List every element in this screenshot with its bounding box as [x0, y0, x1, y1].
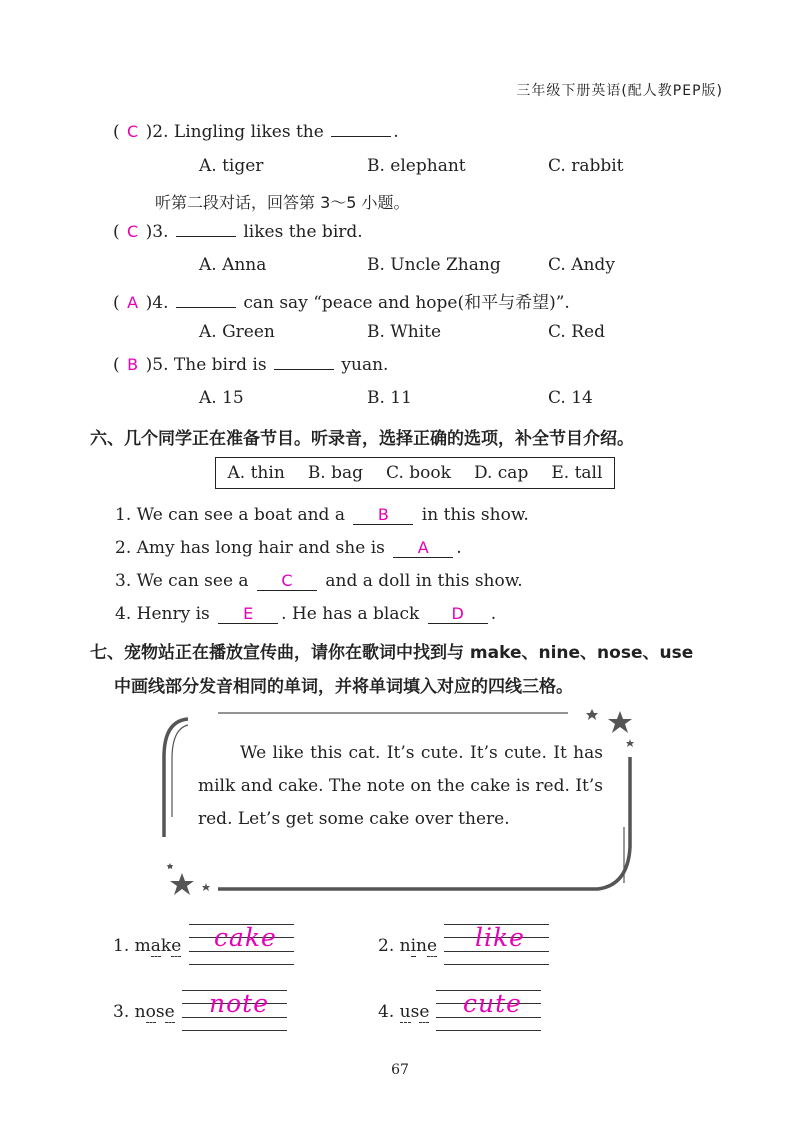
- handwritten-answer-4: cute: [463, 989, 522, 1018]
- fill-item-1: [115, 505, 529, 525]
- fill-answer-2: D: [428, 604, 488, 624]
- answer-q3: C: [127, 222, 139, 241]
- letter: k: [160, 936, 172, 956]
- word-number: 4.: [378, 1002, 395, 1022]
- item-text-end: and a doll in this show.: [325, 571, 523, 591]
- option-b: B. Uncle Zhang: [367, 255, 501, 275]
- blank-line: [274, 355, 334, 370]
- option-a: A. Green: [199, 322, 275, 342]
- underlined-letter: u: [399, 1002, 411, 1022]
- option-b: B. 11: [367, 388, 412, 408]
- option-b: B. White: [367, 322, 442, 342]
- section-6-title: 六、几个同学正在准备节目。听录音，选择正确的选项，补全节目介绍。: [90, 429, 634, 449]
- fill-item-2: [115, 538, 462, 558]
- underlined-letter: e: [171, 936, 182, 956]
- choice-a: A. thin: [227, 463, 285, 483]
- paren-close: ): [145, 355, 153, 375]
- answer-q2: C: [127, 122, 139, 141]
- handwritten-answer-1: cake: [214, 923, 277, 952]
- choice-c: C. book: [386, 463, 451, 483]
- fill-answer: B: [353, 505, 413, 525]
- letter: s: [155, 1002, 165, 1022]
- question-dot: .: [163, 355, 174, 375]
- letter: n: [399, 936, 411, 956]
- fill-answer: C: [257, 571, 317, 591]
- answer-q4: A: [127, 293, 139, 312]
- option-c: C. Red: [548, 322, 605, 342]
- item-text-end: .: [490, 604, 497, 624]
- choice-e: E. tall: [551, 463, 603, 483]
- fill-item-4: [115, 604, 496, 624]
- question-number: 2: [152, 122, 164, 142]
- paren-open: (: [113, 122, 120, 142]
- item-text-end: .: [456, 538, 462, 558]
- letter: m: [134, 936, 151, 956]
- option-b: B. elephant: [367, 156, 466, 176]
- option-c: C. Andy: [548, 255, 615, 275]
- word-nine: [378, 936, 437, 956]
- song-lyrics: We like this cat. It’s cute. It’s cute. It has milk and cake. The note on the cake is red. It’s red. Let’s get some cake over there.: [198, 743, 603, 829]
- option-c: C. rabbit: [548, 156, 624, 176]
- word-number: 3.: [113, 1002, 130, 1022]
- paren-close: ): [145, 222, 153, 242]
- paren-open: (: [113, 355, 120, 375]
- underlined-letter: i: [410, 936, 417, 956]
- handwritten-answer-2: like: [475, 923, 525, 952]
- question-dot: .: [163, 222, 174, 242]
- answer-q5: B: [127, 355, 139, 374]
- question-end: yuan.: [341, 355, 389, 375]
- option-a: A. 15: [199, 388, 244, 408]
- option-a: A. Anna: [199, 255, 267, 275]
- question-4: [113, 288, 570, 313]
- question-2: [113, 122, 399, 142]
- section-7-title-line1: 七、宠物站正在播放宣传曲，请你在歌词中找到与 make、nine、nose、use: [90, 643, 694, 663]
- question-number: 4: [152, 293, 164, 313]
- word-number: 1.: [113, 936, 130, 956]
- question-text: Lingling likes the: [173, 122, 324, 142]
- word-number: 2.: [378, 936, 395, 956]
- question-number: 3: [152, 222, 164, 242]
- paren-open: (: [113, 293, 120, 313]
- underlined-letter: e: [426, 936, 438, 956]
- page-number: 67: [391, 1062, 409, 1078]
- question-end: likes the bird.: [243, 222, 363, 242]
- underlined-letter: o: [145, 1002, 156, 1022]
- blank-line: [176, 222, 236, 237]
- question-text: The bird is: [173, 355, 267, 375]
- question-number: 5: [152, 355, 164, 375]
- paren-open: (: [113, 222, 120, 242]
- blank-line: [176, 293, 236, 308]
- fill-answer: A: [393, 538, 453, 558]
- question-5: [113, 355, 388, 375]
- underlined-letter: e: [164, 1002, 175, 1022]
- fill-answer: E: [218, 604, 278, 624]
- underlined-letter: e: [419, 1002, 430, 1022]
- section-intro: 听第二段对话，回答第 3～5 小题。: [155, 193, 410, 212]
- item-text: 2. Amy has long hair and she is: [115, 538, 385, 558]
- question-dot: .: [163, 293, 174, 313]
- section-7-title-line2: 中画线部分发音相同的单词，并将单词填入对应的四线三格。: [114, 677, 573, 697]
- word-make: [113, 936, 181, 956]
- option-c: C. 14: [548, 388, 593, 408]
- item-text: 4. Henry is: [115, 604, 210, 624]
- paren-close: ): [145, 293, 153, 313]
- question-end: can say “peace and hope(和平与希望)”.: [243, 293, 570, 313]
- option-a: A. tiger: [199, 156, 264, 176]
- item-text-end: in this show.: [421, 505, 529, 525]
- letter: n: [134, 1002, 146, 1022]
- page-header: 三年级下册英语(配人教PEP版): [516, 83, 723, 99]
- choice-d: D. cap: [473, 463, 529, 483]
- question-end: .: [393, 122, 399, 142]
- letter: n: [416, 936, 427, 956]
- question-dot: .: [163, 122, 174, 142]
- item-text: 3. We can see a: [115, 571, 249, 591]
- handwritten-answer-3: note: [209, 989, 269, 1018]
- underlined-letter: a: [150, 936, 161, 956]
- item-text: 1. We can see a boat and a: [115, 505, 345, 525]
- fill-item-3: [115, 571, 523, 591]
- question-3: [113, 222, 363, 242]
- blank-line: [331, 122, 391, 137]
- letter: s: [410, 1002, 420, 1022]
- word-use: [378, 1002, 429, 1022]
- word-nose: [113, 1002, 175, 1022]
- choice-b: B. bag: [307, 463, 364, 483]
- word-choice-box: [215, 457, 615, 489]
- paren-close: ): [145, 122, 153, 142]
- item-text-mid: . He has a black: [281, 604, 420, 624]
